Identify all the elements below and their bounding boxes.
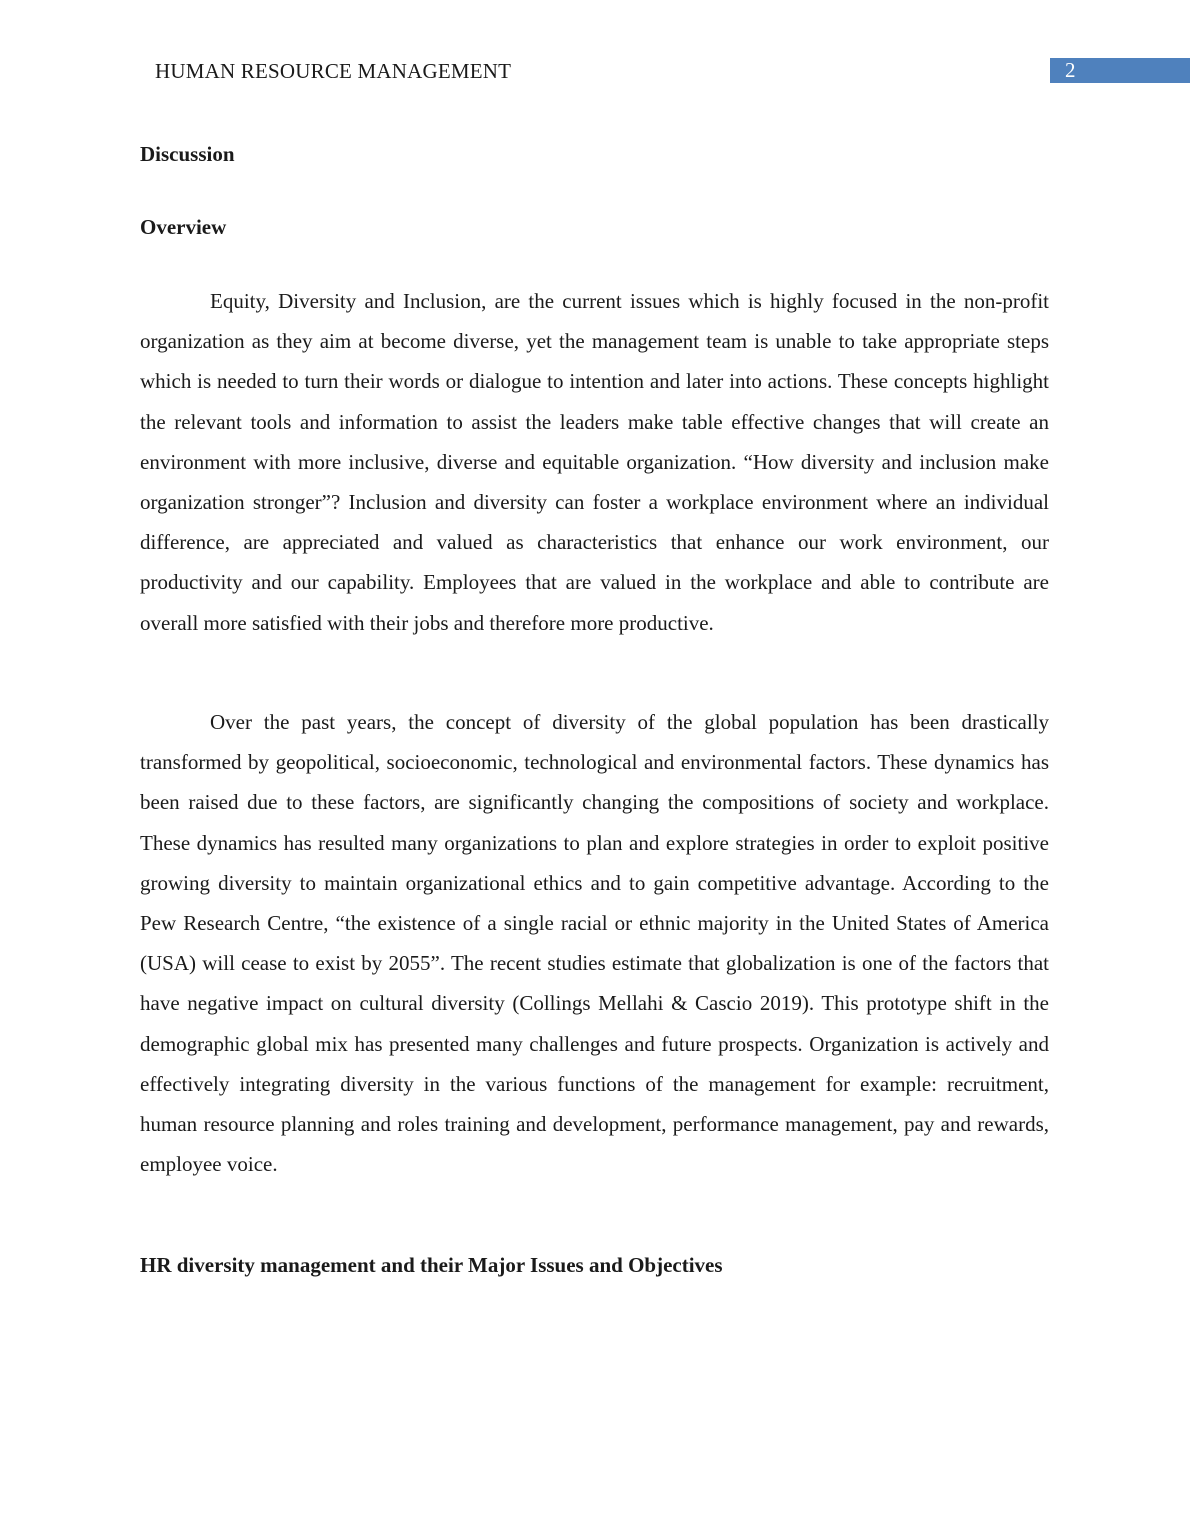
heading-discussion: Discussion — [140, 142, 235, 166]
running-head: HUMAN RESOURCE MANAGEMENT — [155, 59, 512, 83]
paragraph-global-diversity: Over the past years, the concept of diversity of the global population has been drastically transformed by geopolitical, socioeconomic, technological and environmental factors. These dynamics has been raised due to these factors, are significantly changing the compositions of society and workplace. These dynamics has resulted many organizations to plan and explore strategies in order to exploit positive growing diversity to maintain organizational ethics and to gain competitive advantage. According to the Pew Research Centre, “the existence of a single racial or ethnic majority in the United States of America (USA) will cease to exist by 2055”. The recent studies estimate that globalization is one of the factors that have negative impact on cultural diversity (Collings Mellahi & Cascio 2019). This prototype shift in the demographic global mix has presented many challenges and future prospects. Organization is actively and effectively integrating diversity in the various functions of the management for example: recruitment, human resource planning and roles training and development, performance management, pay and rewards, employee voice. — [140, 710, 1049, 1177]
heading-overview: Overview — [140, 215, 227, 239]
heading-hr-diversity-management: HR diversity management and their Major Issues and Objectives — [140, 1253, 723, 1277]
paragraph-equity-diversity-inclusion: Equity, Diversity and Inclusion, are the current issues which is highly focused in the non-profit organization as they aim at become diverse, yet the management team is unable to take appropriate steps which is needed to turn their words or dialogue to intention and later into actions. These concepts highlight the relevant tools and information to assist the leaders make table effective changes that will create an environment with more inclusive, diverse and equitable organization. “How diversity and inclusion make organization stronger”? Inclusion and diversity can foster a workplace environment where an individual difference, are appreciated and valued as characteristics that enhance our work environment, our productivity and our capability. Employees that are valued in the workplace and able to contribute are overall more satisfied with their jobs and therefore more productive. — [140, 289, 1049, 635]
page-number: 2 — [1065, 58, 1076, 82]
page-number-bar — [1050, 58, 1190, 83]
